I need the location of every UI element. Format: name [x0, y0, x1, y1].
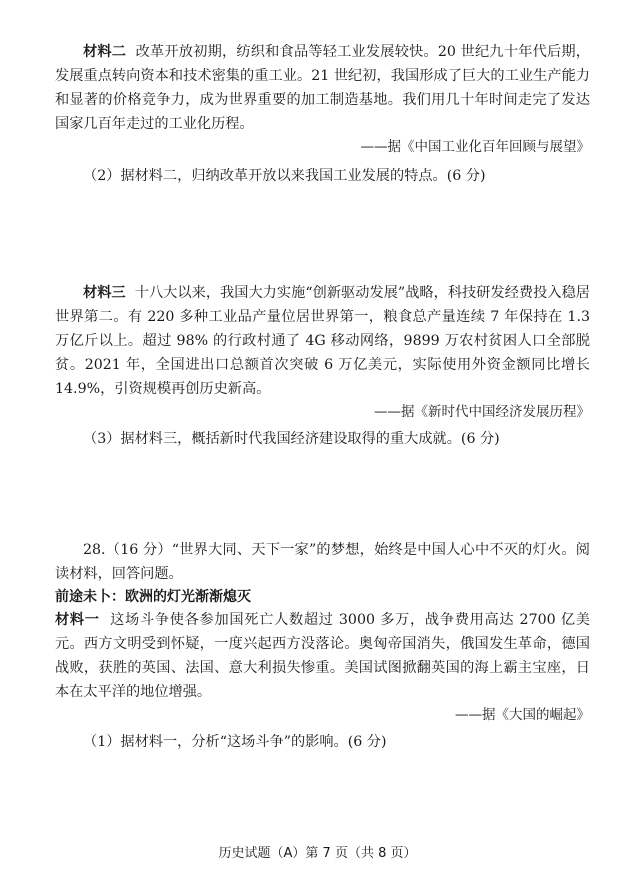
question-28-1: （1）据材料一，分析“这场斗争”的影响。(6 分)	[83, 734, 387, 750]
material-three-label: 材料三	[83, 285, 126, 301]
material-two-paragraph	[55, 40, 590, 136]
question-28-intro: 28.（16 分）“世界大同、天下一家”的梦想，始终是中国人心中不灭的灯火。阅读材料，回答问题。	[55, 542, 590, 582]
question-2: （2）据材料二，归纳改革开放以来我国工业发展的特点。(6 分)	[83, 168, 486, 184]
material-two-label: 材料二	[83, 44, 127, 60]
material-three-block	[55, 281, 590, 451]
question-3: （3）据材料三，概括新时代我国经济建设取得的重大成就。(6 分)	[83, 431, 500, 447]
material-two-text: 改革开放初期，纺织和食品等轻工业发展较快。20 世纪九十年代后期，发展重点转向资本和技术密集的重工业。21 世纪初，我国形成了巨大的工业生产能力和显著的价格竞争力，成为世界重要的加工制造基地。我们用几十年时间走完了发达国家几百年走过的工业化历程。	[55, 44, 590, 132]
q28-material-one-label: 材料一	[55, 612, 100, 628]
material-two-source: ——据《中国工业化百年回顾与展望》	[360, 139, 590, 155]
material-three-source: ——据《新时代中国经济发展历程》	[374, 404, 590, 420]
material-three-paragraph	[55, 281, 590, 401]
material-three-text: 十八大以来，我国大力实施“创新驱动发展”战略，科技研发经费投入稳居世界第二。有 220 多种工业品产量位居世界第一，粮食总产量连续 7 年保持在 1.3 万亿斤以上。超过 98% 的行政村通了 4G 移动网络，9899 万农村贫困人口全部脱贫。2021 年，全国进出口总额首次突破 6 万亿美元，实际使用外资金额同比增长 14.9%，引资规模再创历史新高。	[55, 285, 590, 397]
question-28-block	[55, 538, 590, 754]
q28-material-one-paragraph	[55, 608, 590, 704]
q28-material-one-text: 这场斗争使各参加国死亡人数超过 3000 多万，战争费用高达 2700 亿美元。西方文明受到怀疑，一度兴起西方没落论。奥匈帝国消失，俄国发生革命，德国战败，获胜的英国、法国、意大利损失惨重。美国试图掀翻英国的海上霸主宝座，日本在太平洋的地位增强。	[55, 612, 590, 700]
page-footer: 历史试题（A）第 7 页（共 8 页）	[218, 846, 417, 861]
q28-material-one-source: ——据《大国的崛起》	[455, 707, 590, 723]
question-28-subtitle: 前途未卜：欧洲的灯光渐渐熄灭	[55, 589, 251, 605]
material-two-block	[55, 40, 590, 188]
